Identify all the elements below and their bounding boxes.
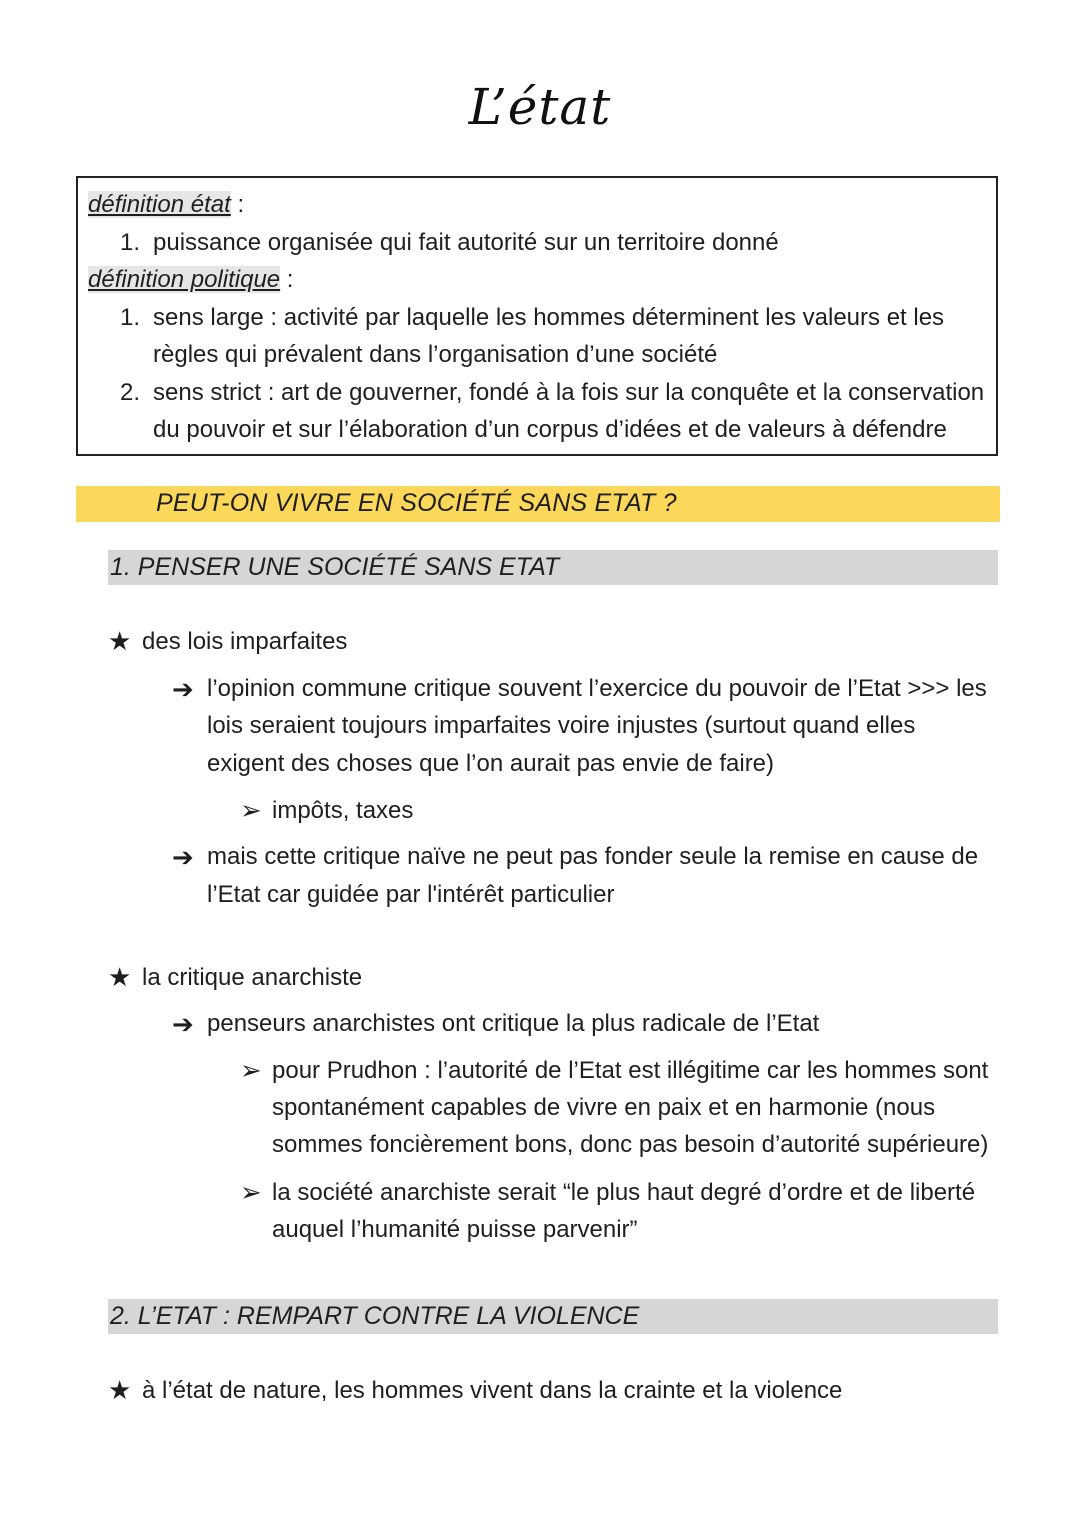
arrow-text-line: exigent des choses que l’on aurait pas envie de faire): [207, 750, 775, 777]
definition-etat-colon: :: [230, 191, 245, 218]
section-title-1: 1. PENSER UNE SOCIÉTÉ SANS ETAT: [110, 553, 560, 581]
definition-politique-item-1-line-1: sens large : activité par laquelle les hommes déterminent les valeurs et les: [153, 304, 945, 331]
definition-etat-line: [88, 190, 244, 220]
arrow-text-line: lois seraient toujours imparfaites voire injustes (surtout quand elles: [207, 712, 916, 739]
point-heading: à l’état de nature, les hommes vivent dans la crainte et la violence: [142, 1377, 843, 1404]
definition-etat-item-1: puissance organisée qui fait autorité sur un territoire donné: [153, 229, 779, 256]
sub-point-text: impôts, taxes: [272, 797, 414, 824]
section-title-2: 2. L’ETAT : REMPART CONTRE LA VIOLENCE: [110, 1302, 640, 1330]
sub-arrow-icon: ➢: [240, 1055, 262, 1085]
definition-politique-line: [88, 265, 293, 295]
arrow-text-line: mais cette critique naïve ne peut pas fonder seule la remise en cause de: [207, 843, 979, 870]
definition-box: [76, 176, 998, 456]
sub-point-text: sommes foncièrement bons, donc pas besoin d’autorité supérieure): [272, 1131, 989, 1158]
sub-arrow-icon: ➢: [240, 795, 262, 825]
sub-point-text: pour Prudhon : l’autorité de l’Etat est illégitime car les hommes sont: [272, 1057, 989, 1084]
point-heading: la critique anarchiste: [142, 964, 363, 991]
definition-etat-heading: définition état: [88, 191, 231, 218]
section-header-2: [108, 1299, 998, 1334]
sub-arrow-icon: ➢: [240, 1177, 262, 1207]
sub-point-text: auquel l’humanité puisse parvenir”: [272, 1216, 638, 1243]
definition-politique-item-1-line-2: règles qui prévalent dans l’organisation d’une société: [153, 341, 718, 368]
main-question-text: PEUT-ON VIVRE EN SOCIÉTÉ SANS ETAT ?: [156, 489, 677, 517]
arrow-icon: ➔: [172, 1009, 194, 1039]
star-icon: ★: [108, 1375, 132, 1405]
definition-etat-item-number: 1.: [120, 229, 141, 256]
sub-point-text: spontanément capables de vivre en paix et en harmonie (nous: [272, 1094, 936, 1121]
arrow-text-line: l’opinion commune critique souvent l’exercice du pouvoir de l’Etat >>> les: [207, 675, 987, 702]
arrow-text-line: penseurs anarchistes ont critique la plus radicale de l’Etat: [207, 1010, 820, 1037]
page-title: L’état: [468, 78, 612, 136]
star-icon: ★: [108, 962, 132, 992]
definition-politique-item-2-line-1: sens strict : art de gouverner, fondé à la fois sur la conquête et la conservation: [153, 379, 985, 406]
definition-politique-item-number: 1.: [120, 304, 141, 331]
definition-politique-heading: définition politique: [88, 266, 281, 293]
arrow-icon: ➔: [172, 842, 194, 872]
main-question-banner: [76, 486, 1000, 522]
definition-politique-colon: :: [280, 266, 294, 293]
arrow-icon: ➔: [172, 674, 194, 704]
section-header-1: [108, 550, 998, 585]
definition-politique-item-number: 2.: [120, 379, 141, 406]
star-icon: ★: [108, 626, 132, 656]
point-heading: des lois imparfaites: [142, 628, 348, 655]
sub-point-text: la société anarchiste serait “le plus haut degré d’ordre et de liberté: [272, 1179, 976, 1206]
definition-politique-item-2-line-2: du pouvoir et sur l’élaboration d’un corpus d’idées et de valeurs à défendre: [153, 416, 947, 443]
arrow-text-line: l’Etat car guidée par l'intérêt particulier: [207, 881, 615, 908]
